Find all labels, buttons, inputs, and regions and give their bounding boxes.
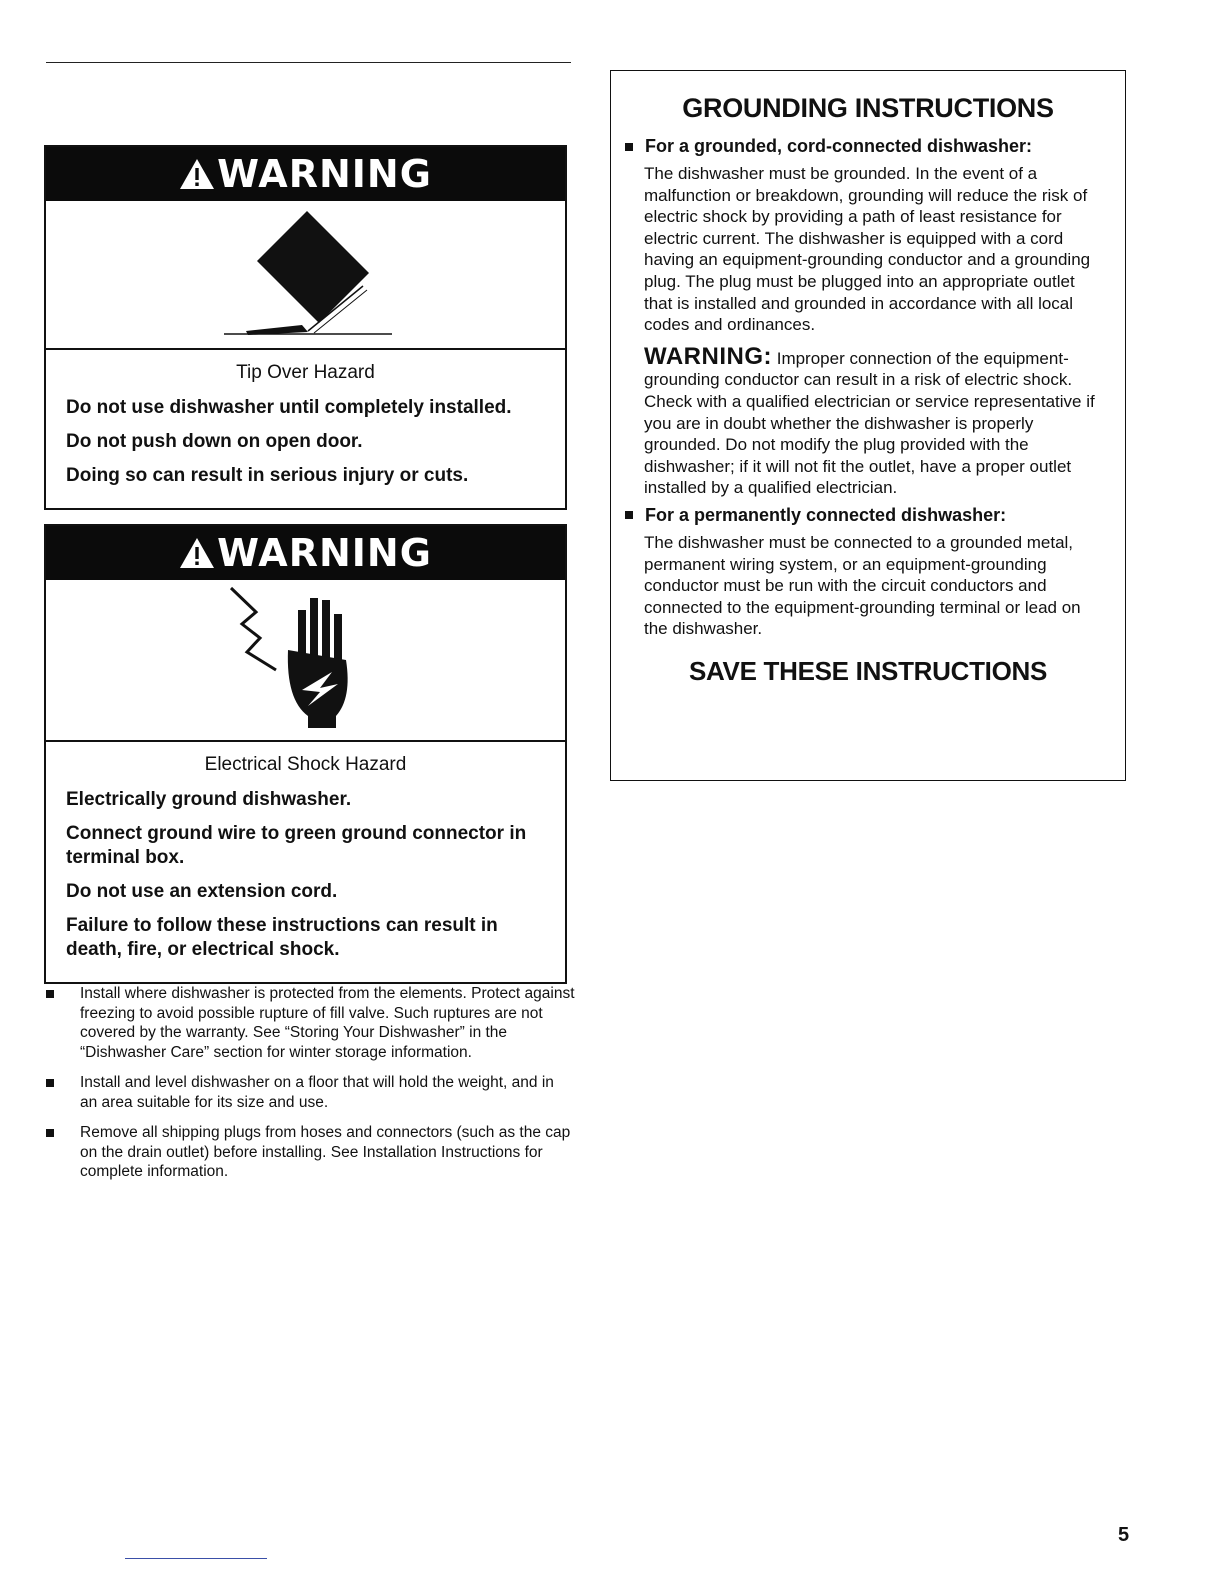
electrical-shock-graphic bbox=[46, 580, 565, 742]
bottom-rule bbox=[125, 1558, 267, 1559]
bullet-icon bbox=[46, 1129, 54, 1137]
grounding-title: GROUNDING INSTRUCTIONS bbox=[682, 93, 1054, 123]
warning-line: Do not use dishwasher until completely installed. bbox=[66, 397, 512, 418]
warning-line: Failure to follow these instructions can result in death, fire, or electrical shock. bbox=[66, 915, 498, 960]
installation-notes-list bbox=[40, 984, 575, 1193]
bullet-icon bbox=[625, 511, 633, 519]
top-rule bbox=[46, 62, 571, 63]
list-item bbox=[40, 1073, 575, 1112]
hazard-title: Electrical Shock Hazard bbox=[204, 754, 407, 775]
section-heading-text: For a grounded, cord-connected dishwasher: bbox=[645, 136, 1033, 156]
warning-line: Connect ground wire to green ground connector in terminal box. bbox=[66, 823, 527, 868]
warning-line: Do not use an extension cord. bbox=[66, 881, 338, 902]
list-item bbox=[40, 984, 575, 1062]
bullet-icon bbox=[625, 143, 633, 151]
bullet-icon bbox=[46, 1079, 54, 1087]
section-heading bbox=[625, 136, 1125, 157]
list-item-text: Install where dishwasher is protected from the elements. Protect against freezing to avoid possible rupture of fill valve. Such ruptures are not covered by the warranty. See “Storing Your Dishwasher” in the “Dishwasher Care” section for winter storage information. bbox=[80, 985, 575, 1061]
warning-line: Doing so can result in serious injury or cuts. bbox=[66, 465, 469, 486]
warning-label: WARNING: bbox=[644, 342, 772, 370]
warning-triangle-icon bbox=[179, 158, 215, 190]
section-body: The dishwasher must be grounded. In the event of a malfunction or breakdown, grounding will reduce the risk of electric shock by providing a path of least resistance for electric current. The dishwasher is equipped with a cord having an equipment-grounding conductor and a grounding plug. The plug must be plugged into an appropriate outlet that is installed and grounded in accordance with all local codes and ordinances. bbox=[644, 164, 1091, 335]
hazard-title: Tip Over Hazard bbox=[236, 362, 375, 383]
tip-over-graphic bbox=[46, 201, 565, 350]
electrical-shock-warning-box bbox=[44, 524, 567, 984]
warning-header-text: WARNING bbox=[217, 152, 432, 196]
electrical-shock-text bbox=[46, 742, 565, 982]
warning-header bbox=[46, 526, 565, 580]
list-item-text: Remove all shipping plugs from hoses and connectors (such as the cap on the drain outlet) before installing. See Installation Instructions for complete information. bbox=[80, 1124, 571, 1180]
section-body: The dishwasher must be connected to a grounded metal, permanent wiring system, or an equipment-grounding conductor must be run with the circuit conductors and connected to the equipment-grounding terminal or lead on the dishwasher. bbox=[644, 532, 1081, 639]
warning-triangle-icon bbox=[179, 537, 215, 569]
bullet-icon bbox=[46, 990, 54, 998]
section-heading bbox=[625, 505, 1125, 526]
save-instructions-title: SAVE THESE INSTRUCTIONS bbox=[688, 655, 1048, 686]
tip-over-icon bbox=[46, 201, 565, 348]
grounding-instructions-box bbox=[610, 70, 1126, 781]
section-heading-text: For a permanently connected dishwasher: bbox=[645, 504, 1007, 525]
electrical-shock-icon bbox=[46, 580, 565, 740]
warning-text: Improper connection of the equipment-grounding conductor can result in a risk of electric shock. Check with a qualified electrician or service representative if you are in doubt whether the dishwasher is properly grounded. Do not modify the plug provided with the dishwasher; if it will not fit the outlet, have a proper outlet installed by a qualified electrician. bbox=[644, 348, 1095, 498]
warning-header bbox=[46, 147, 565, 201]
warning-header-text: WARNING bbox=[217, 531, 432, 575]
tip-over-warning-box bbox=[44, 145, 567, 510]
tip-over-text bbox=[46, 350, 565, 508]
page-number: 5 bbox=[1118, 1524, 1130, 1546]
list-item bbox=[40, 1123, 575, 1182]
list-item-text: Install and level dishwasher on a floor that will hold the weight, and in an area suitable for its size and use. bbox=[80, 1074, 554, 1111]
warning-line: Electrically ground dishwasher. bbox=[66, 789, 352, 810]
warning-line: Do not push down on open door. bbox=[66, 431, 363, 452]
grounding-warning bbox=[644, 342, 1095, 499]
